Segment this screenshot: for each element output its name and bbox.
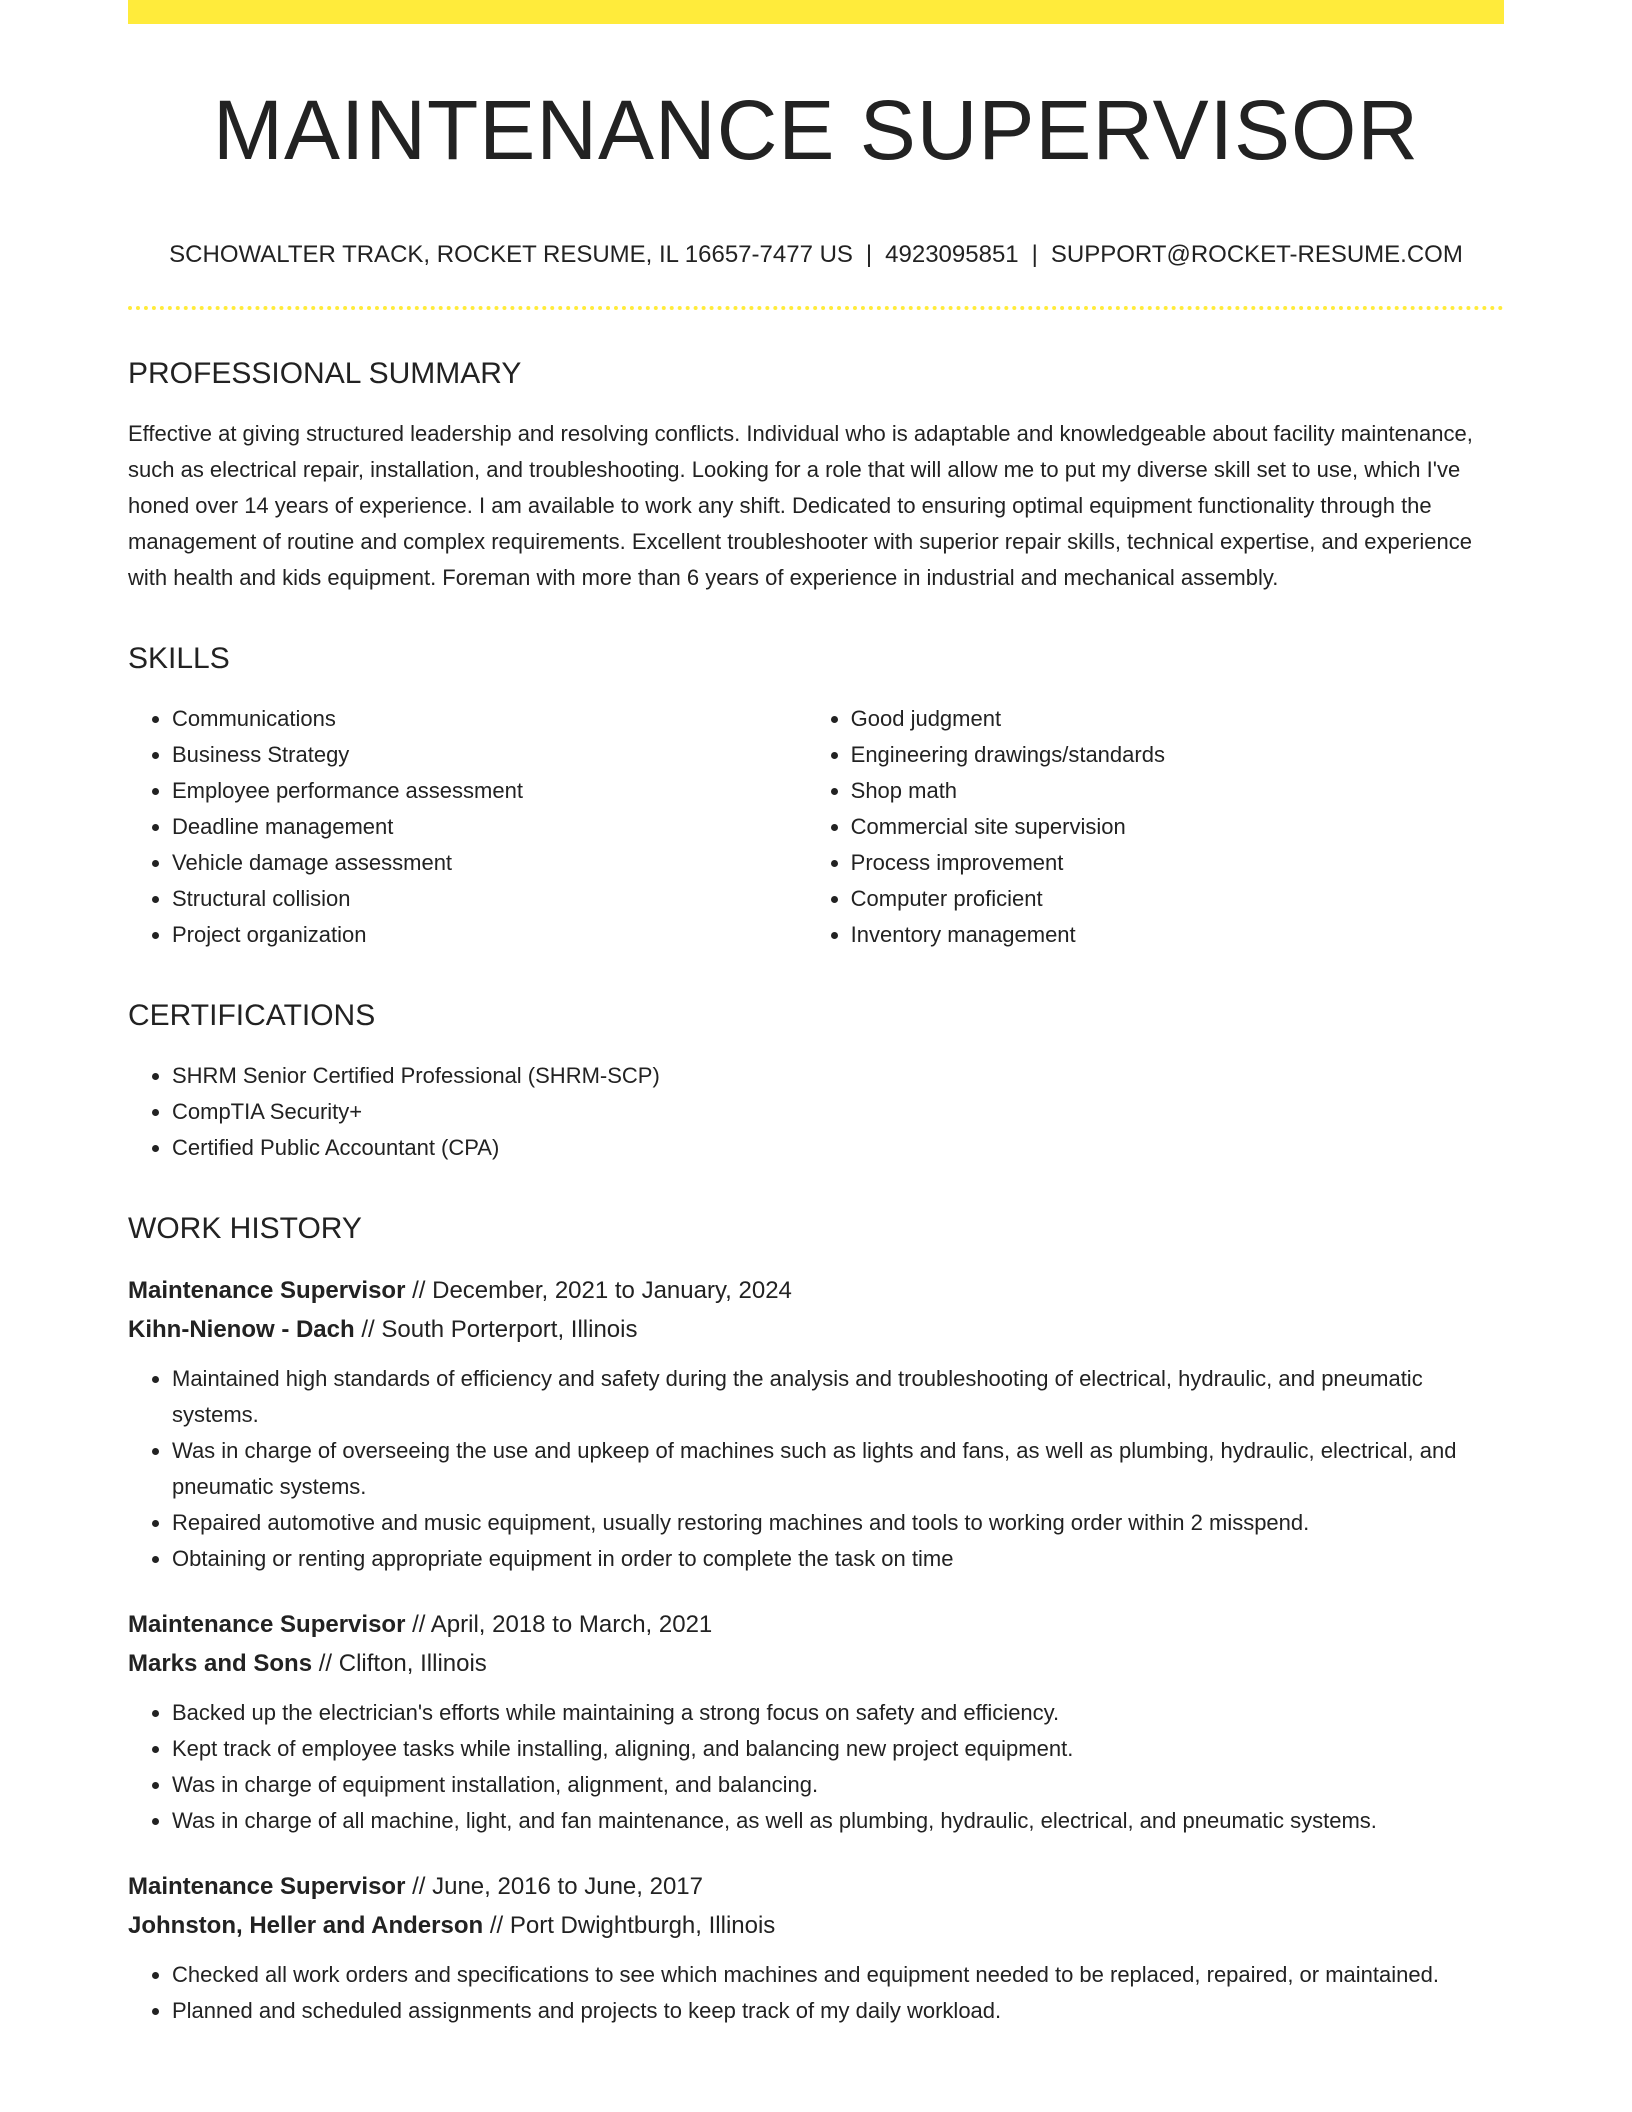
- job-bullet: • Was in charge of all machine, light, and fan maintenance, as well as plumbing, hydraulic, electrical, and pneumatic systems.: [172, 1803, 1504, 1839]
- skill-item: • Business Strategy: [172, 737, 807, 773]
- work-history-heading: WORK HISTORY: [128, 1212, 362, 1246]
- job-separator: //: [489, 1912, 504, 1940]
- resume-title: MAINTENANCE SUPERVISOR: [213, 83, 1419, 177]
- job-title-line: [128, 1271, 1504, 1310]
- summary-text: Effective at giving structured leadership and resolving conflicts. Individual who is adaptable and knowledgeable about facility maintenance, such as electrical repair, installation, and troubleshooting. Looking for a role that will allow me to put my diverse skill set to use, which I've honed over 14 years of experience. I am available to work any shift. Dedicated to ensuring optimal equipment functionality through the management of routine and complex requirements. Excellent troubleshooter with superior repair skills, technical expertise, and experience with health and kids equipment. Foreman with more than 6 years of experience in industrial and mechanical assembly.: [128, 421, 1473, 591]
- skill-item: • Employee performance assessment: [172, 773, 807, 809]
- skills-columns: [128, 701, 1504, 953]
- job-location: Port Dwightburgh, Illinois: [509, 1912, 776, 1940]
- job-company: Marks and Sons: [128, 1650, 313, 1678]
- skill-item: • Communications: [172, 701, 807, 737]
- job-title-line: [128, 1867, 1504, 1906]
- job-bullet: • Was in charge of equipment installation, alignment, and balancing.: [172, 1767, 1504, 1803]
- contact-email: SUPPORT@ROCKET-RESUME.COM: [1050, 241, 1463, 269]
- contact-separator: |: [1031, 241, 1038, 269]
- skills-right-list: [807, 701, 1504, 953]
- job-company: Kihn-Nienow - Dach: [128, 1316, 355, 1344]
- job-title-line: [128, 1605, 1504, 1644]
- skill-item: • Deadline management: [172, 809, 807, 845]
- job-bullet: • Repaired automotive and music equipment, usually restoring machines and tools to working order within 2 misspend.: [172, 1505, 1504, 1541]
- job-role: Maintenance Supervisor: [128, 1277, 406, 1305]
- contact-phone: 4923095851: [885, 241, 1019, 269]
- job-bullet: • Checked all work orders and specifications to see which machines and equipment needed to be replaced, repaired, or maintained.: [172, 1957, 1504, 1993]
- skill-item: • Project organization: [172, 917, 807, 953]
- job-separator: //: [412, 1873, 426, 1901]
- skill-item: • Vehicle damage assessment: [172, 845, 807, 881]
- job-dates: December, 2021 to January, 2024: [432, 1277, 792, 1305]
- job-location: Clifton, Illinois: [338, 1650, 487, 1678]
- skills-left-list: [128, 701, 807, 953]
- job-bullet: • Planned and scheduled assignments and projects to keep track of my daily workload.: [172, 1993, 1504, 2029]
- job-role: Maintenance Supervisor: [128, 1611, 406, 1639]
- job-company: Johnston, Heller and Anderson: [128, 1912, 484, 1940]
- job-separator: //: [361, 1316, 375, 1344]
- dotted-divider: [128, 306, 1504, 310]
- certifications-list: [128, 1058, 1504, 1166]
- contact-address: SCHOWALTER TRACK, ROCKET RESUME, IL 16657-7477 US: [169, 241, 853, 269]
- resume-page: [128, 0, 1504, 2029]
- job-location: South Porterport, Illinois: [381, 1316, 638, 1344]
- certifications-heading: CERTIFICATIONS: [128, 999, 376, 1033]
- job-dates: April, 2018 to March, 2021: [430, 1611, 713, 1639]
- job-separator: //: [318, 1650, 333, 1678]
- contact-line: [128, 241, 1504, 270]
- job-separator: //: [412, 1277, 426, 1305]
- skill-item: • Commercial site supervision: [851, 809, 1504, 845]
- job-company-line: [128, 1644, 1504, 1683]
- skill-item: • Computer proficient: [851, 881, 1504, 917]
- job-role: Maintenance Supervisor: [128, 1873, 406, 1901]
- job-bullets: [128, 1361, 1504, 1577]
- top-accent-bar: [128, 0, 1504, 24]
- job-bullet: • Maintained high standards of efficiency and safety during the analysis and troubleshooting of electrical, hydraulic, and pneumatic systems.: [172, 1361, 1504, 1433]
- job-bullets: [128, 1957, 1504, 2029]
- skill-item: • Engineering drawings/standards: [851, 737, 1504, 773]
- job-dates: June, 2016 to June, 2017: [432, 1873, 703, 1901]
- summary-heading: PROFESSIONAL SUMMARY: [128, 357, 522, 391]
- job-bullet: • Kept track of employee tasks while installing, aligning, and balancing new project equipment.: [172, 1731, 1504, 1767]
- job-bullet: • Was in charge of overseeing the use and upkeep of machines such as lights and fans, as well as plumbing, hydraulic, electrical, and pneumatic systems.: [172, 1433, 1504, 1505]
- skill-item: • Process improvement: [851, 845, 1504, 881]
- job-bullet: • Backed up the electrician's efforts while maintaining a strong focus on safety and efficiency.: [172, 1695, 1504, 1731]
- certification-item: • Certified Public Accountant (CPA): [172, 1130, 1504, 1166]
- contact-separator: |: [865, 241, 873, 269]
- skill-item: • Shop math: [851, 773, 1504, 809]
- skill-item: • Structural collision: [172, 881, 807, 917]
- certification-item: • SHRM Senior Certified Professional (SHRM-SCP): [172, 1058, 1504, 1094]
- job-bullets: [128, 1695, 1504, 1839]
- certification-item: • CompTIA Security+: [172, 1094, 1504, 1130]
- job-company-line: [128, 1906, 1504, 1945]
- skill-item: • Inventory management: [851, 917, 1504, 953]
- job-company-line: [128, 1310, 1504, 1349]
- skills-heading: SKILLS: [128, 642, 230, 676]
- job-bullet: • Obtaining or renting appropriate equipment in order to complete the task on time: [172, 1541, 1504, 1577]
- skill-item: • Good judgment: [851, 701, 1504, 737]
- job-separator: //: [412, 1611, 426, 1639]
